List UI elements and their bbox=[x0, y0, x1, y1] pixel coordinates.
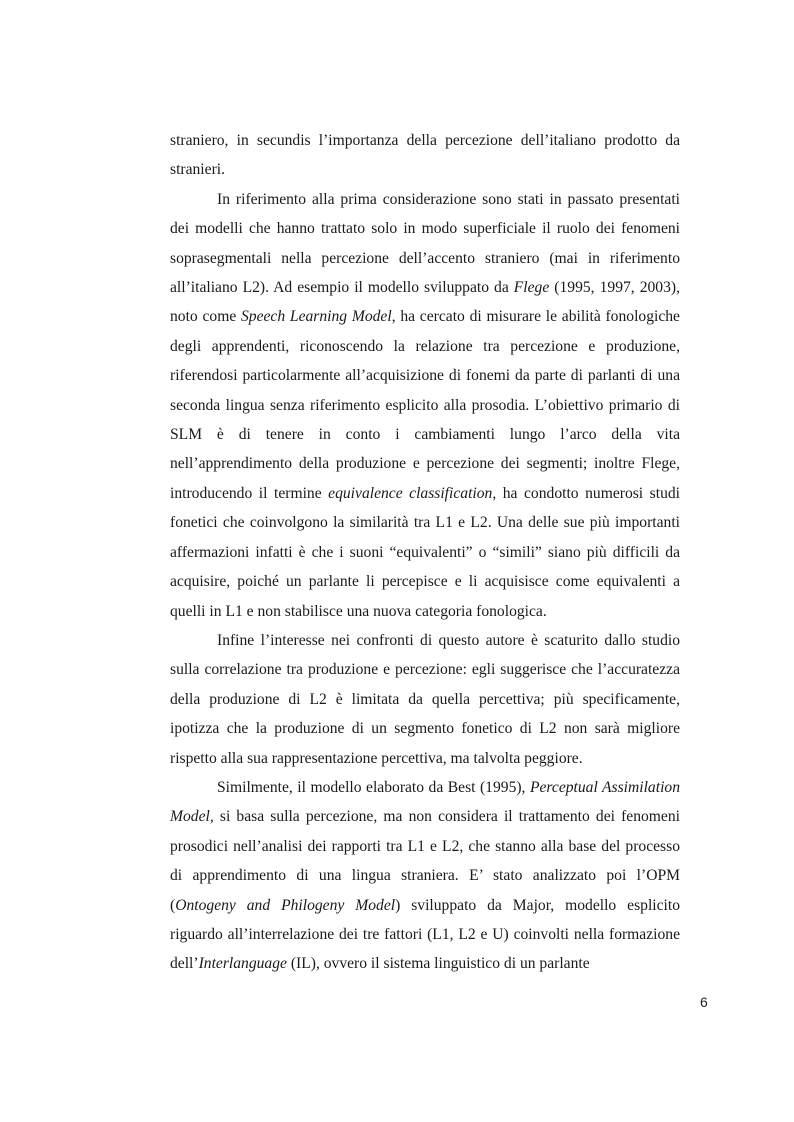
text-run: , si basa sulla percezione, ma non considera il trattamento dei fenomeni prosodici nell’analisi dei rapporti tra L1 e L2, che stanno alla base del processo di apprendimento di una lingua straniera. E’ stato analizzato poi l’OPM ( bbox=[170, 808, 680, 914]
text-run: , ha cercato di misurare le abilità fonologiche degli apprendenti, riconoscendo la relazione tra percezione e produzione, riferendosi particolarmente all’acquisizione di fonemi da parte di parlanti di una seconda lingua senza riferimento esplicito alla prosodia. L’obiettivo primario di SLM è di tenere in conto i cambiamenti lungo l’arco della vita nell’apprendimento della produzione e percezione dei segmenti; inoltre Flege, introducendo il termine bbox=[170, 308, 680, 502]
italic-term: Speech Learning Model bbox=[241, 308, 392, 326]
text-run: , ha condotto numerosi studi fonetici che coinvolgono la similarità tra L1 e L2. Una delle sue più importanti affermazioni infatti è che i suoni “equivalenti” o “simili” siano più difficili da acquisire, poiché un parlante li percepisce e li acquisisce come equivalenti a quelli in L1 e non stabilisce una nuova categoria fonologica. bbox=[170, 484, 680, 620]
text-run: In riferimento alla prima considerazione sono stati in passato presentati dei modelli che hanno trattato solo in modo superficiale il ruolo dei fenomeni soprasegmentali nella percezione dell’accento straniero (mai in riferimento all’italiano L2). Ad esempio il modello sviluppato da bbox=[170, 190, 680, 297]
italic-term: Perceptual Assimilation Model bbox=[170, 778, 680, 826]
text-run: (IL), ovvero il sistema linguistico di un parlante bbox=[286, 955, 590, 973]
italic-term: Flege bbox=[513, 279, 550, 297]
italic-term: Ontogeny and Philogeny Model bbox=[175, 896, 396, 914]
paragraph-3 bbox=[170, 626, 680, 773]
text-run: Infine l’interesse nei confronti di questo autore è scaturito dallo studio sulla correlazione tra produzione e percezione: egli suggerisce che l’accuratezza della produzione di L2 è limitata da quella percettiva; più specificamente, ipotizza che la produzione di un segmento fonetico di L2 non sarà migliore rispetto alla sua rappresentazione percettiva, ma talvolta peggiore. bbox=[170, 631, 680, 767]
paragraph-4 bbox=[170, 773, 680, 979]
paragraph-2 bbox=[170, 185, 680, 626]
text-run: straniero, in secundis l’importanza della percezione dell’italiano prodotto da stranieri. bbox=[170, 132, 680, 179]
page-number: 6 bbox=[700, 994, 708, 1010]
italic-term: Interlanguage bbox=[198, 955, 287, 973]
italic-term: equivalence classification bbox=[328, 484, 493, 502]
paragraph-1 bbox=[170, 126, 680, 185]
body-text bbox=[170, 126, 680, 979]
text-run: ) sviluppato da Major, modello esplicito riguardo all’interrelazione dei tre fattori (L1, L2 e U) coinvolti nella formazione dell’ bbox=[170, 896, 680, 973]
text-run: Similmente, il modello elaborato da Best (1995), bbox=[217, 778, 530, 796]
text-run: (1995, 1997, 2003), noto come bbox=[170, 279, 680, 326]
